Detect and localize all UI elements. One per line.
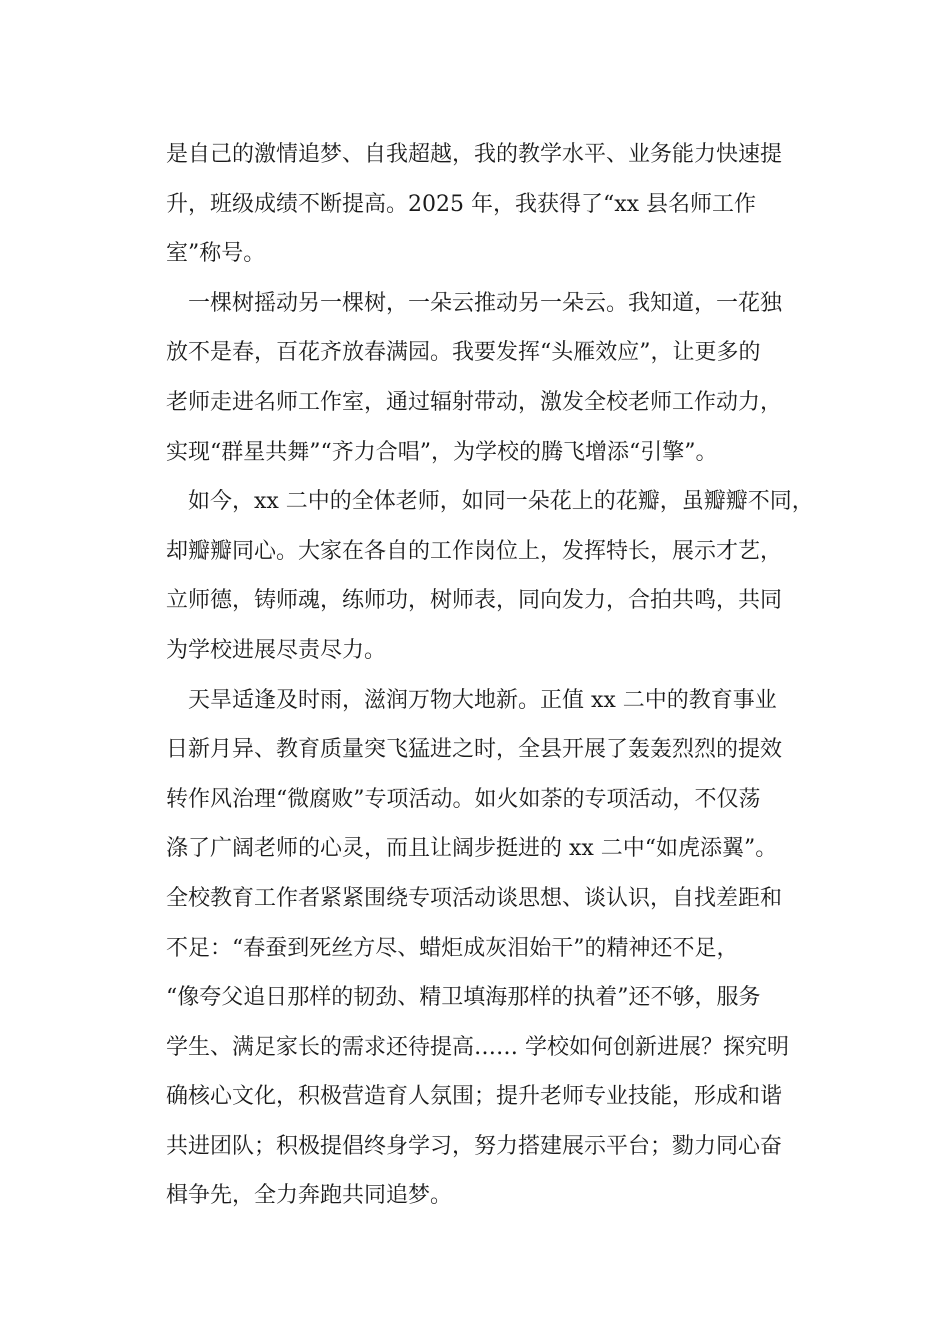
text-line: 是自己的激情追梦、自我超越，我的教学水平、业务能力快速提 <box>166 142 783 167</box>
body-text <box>166 130 816 1221</box>
text-line: 确核心文化，积极营造育人氛围；提升老师专业技能，形成和谐 <box>166 1084 783 1110</box>
text-line: 放不是春，百花齐放春满园。我要发挥“头雁效应”，让更多的 <box>166 340 761 366</box>
text-line: 共进团队；积极提倡终身学习，努力搭建展示平台；勠力同心奋 <box>166 1133 783 1159</box>
paragraph-first-line: 如今，xx 二中的全体老师，如同一朵花上的花瓣，虽瓣瓣不同， <box>188 489 814 515</box>
text-line: 全校教育工作者紧紧围绕专项活动谈思想、谈认识，自找差距和 <box>166 885 783 911</box>
text-line: 室”称号。 <box>166 241 266 267</box>
text-line: 实现“群星共舞”“齐力合唱”，为学校的腾飞增添“引擎”。 <box>166 439 718 465</box>
paragraph-first-line: 天旱适逢及时雨，滋润万物大地新。正值 xx 二中的教育事业 <box>188 687 777 713</box>
text-line: “像夸父追日那样的韧劲、精卫填海那样的执着”还不够，服务 <box>166 985 761 1011</box>
text-line: 立师德，铸师魂，练师功，树师表，同向发力，合拍共鸣，共同 <box>166 588 783 614</box>
paragraph-first-line: 一棵树摇动另一棵树，一朵云推动另一朵云。我知道，一花独 <box>188 290 783 316</box>
text-line: 学生、满足家长的需求还待提高…… 学校如何创新进展？探究明 <box>166 1034 789 1060</box>
text-line: 老师走进名师工作室，通过辐射带动，激发全校老师工作动力， <box>166 389 783 415</box>
text-line: 转作风治理“微腐败”专项活动。如火如荼的专项活动，不仅荡 <box>166 786 761 812</box>
text-line: 升，班级成绩不断提高。2025 年，我获得了“xx 县名师工作 <box>166 191 757 217</box>
text-line: 涤了广阔老师的心灵，而且让阔步挺进的 xx 二中“如虎添翼”。 <box>166 836 778 862</box>
text-line: 却瓣瓣同心。大家在各自的工作岗位上，发挥特长，展示才艺， <box>166 538 783 564</box>
text-line: 楫争先，全力奔跑共同追梦。 <box>166 1183 453 1209</box>
text-line: 日新月异、教育质量突飞猛进之时，全县开展了轰轰烈烈的提效 <box>166 737 783 763</box>
text-line: 不足：“春蚕到死丝方尽、蜡炬成灰泪始干”的精神还不足， <box>166 935 739 961</box>
text-line: 为学校进展尽责尽力。 <box>166 637 387 663</box>
